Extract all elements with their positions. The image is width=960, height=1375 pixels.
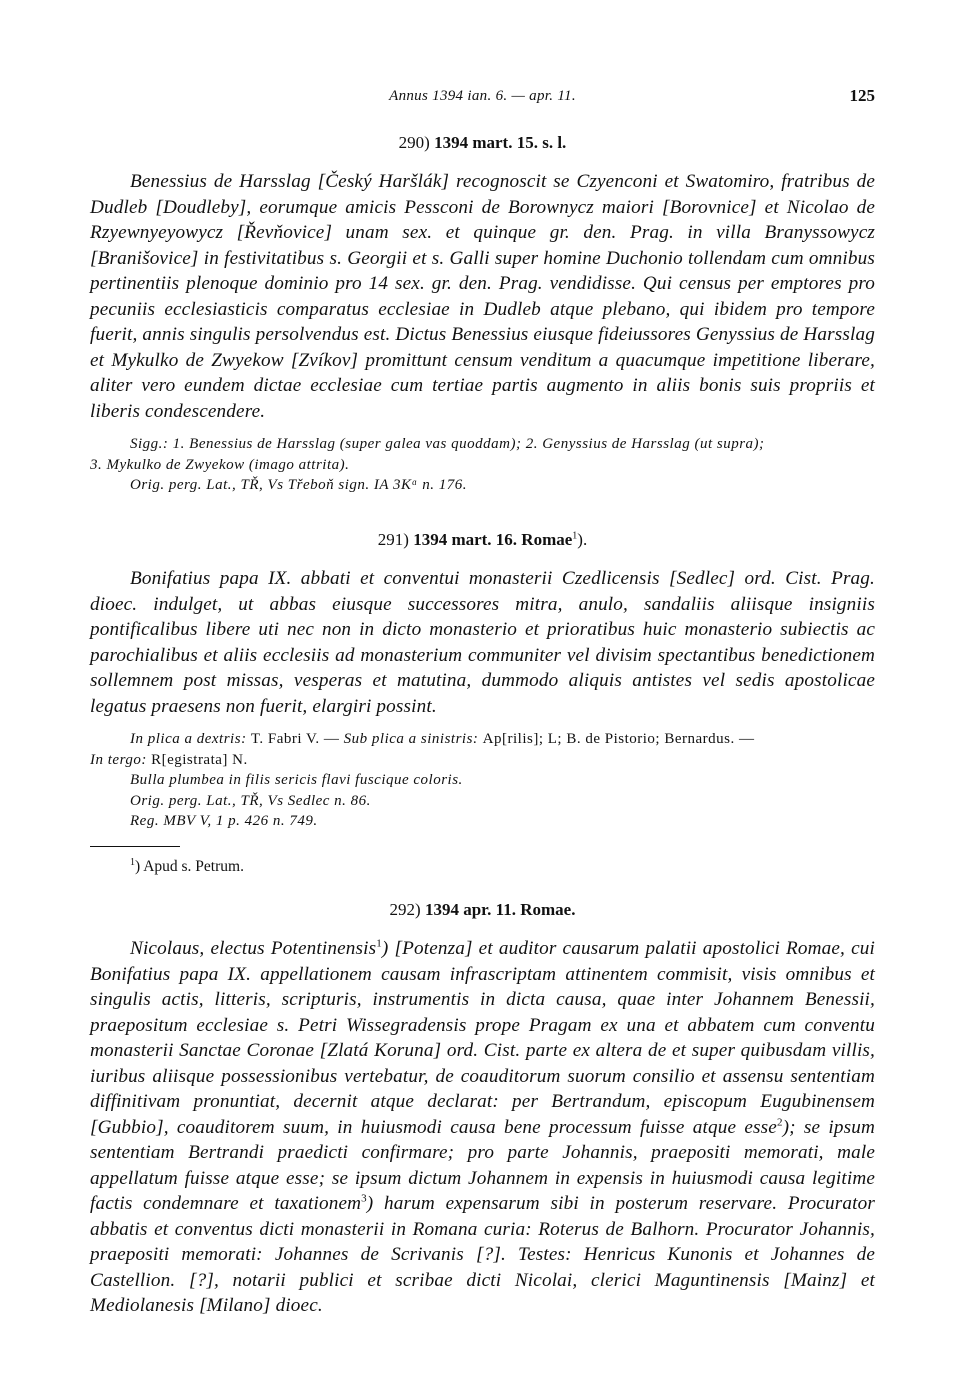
footnote-mark: 1	[572, 530, 578, 542]
entry-regest: Benessius de Harsslag [Český Haršlák] recognoscit se Czyenconi et Swatomiro, fratribus de Dudleb [Doudleby], eorumque amicis Pessconi de Borownycz maiori [Borovnice] et Nicolao de Rzyewnyeyowycz [Řevňovice] unam sex. et quinque gr. den. Prag. in villa Branyssowycz [Branišovice] in festivitatibus s. Georgii et s. Galli super homine Duchonio tollendam cum omnibus pertinentiis plenoque dominio pro 14 sex. gr. den. Prag. vendidisse. Qui census per emptores pro pecuniis ecclesiasticis comparatus ecclesiae in Dudleb atque plebano, qui ibidem pro tempore fuerit, annis singulis persolvendus est. Dictus Benessius eiusque fideiussores Genyssius de Harsslag et Mykulko de Zwyekow [Zvíkov] promittunt censum venditum a quacumque impetitione liberare, aliter vero eundem dictae ecclesiae cum tertiae partis augmento in aliis bonis suis propriis et liberis condescendere.	[90, 171, 875, 422]
regest-part: ) harum expensarum sibi in posterum reservare. Procurator abbatis et conventus dicti monasterii in Romana curia: Roterus de Balhorn. Procurator Johannis, praepositi memorati: Johannes de Scrivanis [?]. Testes: Henricus Kunonis et Johannes de Castellion. [?], notarii publici et scribae dicti Nicolai, clerici Maguntinensis [Mainz] et Mediolanesis [Milano] dioec.	[90, 1193, 876, 1316]
entry-date: 1394 mart. 15. s. l.	[434, 133, 567, 152]
running-header	[90, 88, 875, 110]
plica-text-left: Ap[rilis]; L; B. de Pistorio; Bernardus. —	[482, 731, 755, 747]
plica-text-right: T. Fabri V. —	[250, 731, 340, 747]
seals-line-2: 3. Mykulko de Zwyekow (imago attrita).	[90, 456, 350, 473]
entry-regest: Bonifatius papa IX. abbati et conventui monasterii Czedlicensis [Sedlec] ord. Cist. Prag. dioec. indulget, ut abbas eiusque successores mitra, anulo, sandaliis aliisque insigniis pontificalibus libere uti nec non in dicto monasterio et prioratibus huic monasterio subiectis ac parochialibus et aliis ecclesiis ad monasterium communiter vel divisim spectantibus benedictionem sollemnem post missas, vesperas et matutina, dummodo aliquis antistes vel sedis apostolicae legatus praesens non fuerit, elargiri possint.	[90, 568, 875, 717]
footnote-text: Apud s. Petrum.	[143, 857, 244, 875]
footnote-ref-3: 3	[361, 1192, 367, 1205]
entry-number: 291)	[377, 530, 409, 549]
regest-part: Nicolaus, electus Potentinensis	[130, 938, 377, 959]
entry-heading	[90, 133, 875, 153]
regest-part: ); se ipsum sententiam Bertrandi praedicti confirmare; pro parte Johannis, praepositi memorati, male appellatum fuisse atque esse; se ipsum dictum Johannem in expensis in huiusmodi causa legitime factis condemnare et taxationem	[90, 1116, 876, 1214]
footnote: $^1$) Apud s. Petrum.	[130, 856, 244, 875]
entry-date: 1394 apr. 11. Romae.	[424, 900, 576, 919]
regest-part: ) [Potenza] et auditor causarum palatii apostolici Romae, cui Bonifatius papa IX. appellationem causam infrascriptam attinentem commisit, visis omnibus et singulis actis, litteris, scripturis, instrumentis in dicta causa, quae inter Johannem Benessii, praepositum ecclesiae s. Petri Wissegradensis prope Pragam ex una et abbatem cum conventu monasterii Sanctae Coronae [Zlatá Koruna] ord. Cist. parte ex altera de et super quibusdam villis, iuribus aliisque possessionibus vertebatur, de coauditorum suorum consilio et assensu sententiam diffinitivam pronuntiat, decernit atque declarat: per Bertrandum, episcopum Eugubinensem [Gubbio], coauditorem suum, in huiusmodi causa bene processum fuisse atque esse	[90, 938, 875, 1138]
footnote-number: 1	[130, 856, 135, 868]
entry-number: 290)	[398, 133, 430, 152]
tergo-line	[90, 750, 875, 771]
entry-heading	[90, 900, 875, 920]
entry-heading	[90, 530, 875, 550]
tergo-text: R[egistrata] N.	[151, 751, 248, 768]
entry-date: 1394 mart. 16. Romae	[413, 530, 573, 549]
heading-suffix: ).	[577, 530, 588, 549]
plica-label-right: In plica a dextris:	[130, 731, 247, 747]
entry-number: 292)	[389, 900, 421, 919]
entry-292	[90, 900, 875, 1319]
entry-notes	[90, 729, 875, 832]
original-note: Orig. perg. Lat., TŘ, Vs Třeboň sign. IA 3Kᵅ n. 176.	[130, 477, 468, 493]
page-number: 125	[849, 86, 875, 105]
plica-label-left: Sub plica a sinistris:	[343, 731, 479, 747]
original-note: Orig. perg. Lat., TŘ, Vs Sedlec n. 86.	[130, 792, 371, 809]
entry-291	[90, 530, 875, 876]
entry-290	[90, 133, 875, 496]
plica-line	[90, 729, 875, 750]
register-note: Reg. MBV V, 1 p. 426 n. 749.	[130, 813, 318, 829]
seals-line-1: Sigg.: 1. Benessius de Harsslag (super galea vas quoddam); 2. Genyssius de Harsslag (ut supra);	[130, 436, 765, 452]
tergo-label: In tergo:	[90, 751, 147, 768]
entry-regest	[90, 936, 875, 1319]
entry-notes	[90, 434, 875, 496]
footnote-ref-2: 2	[776, 1116, 783, 1129]
footnote-ref-1: 1	[376, 937, 382, 950]
footnote-divider	[90, 846, 180, 847]
running-title: Annus 1394 ian. 6. — apr. 11.	[389, 88, 576, 104]
bulla-note: Bulla plumbea in filis sericis flavi fuscique coloris.	[130, 772, 463, 788]
